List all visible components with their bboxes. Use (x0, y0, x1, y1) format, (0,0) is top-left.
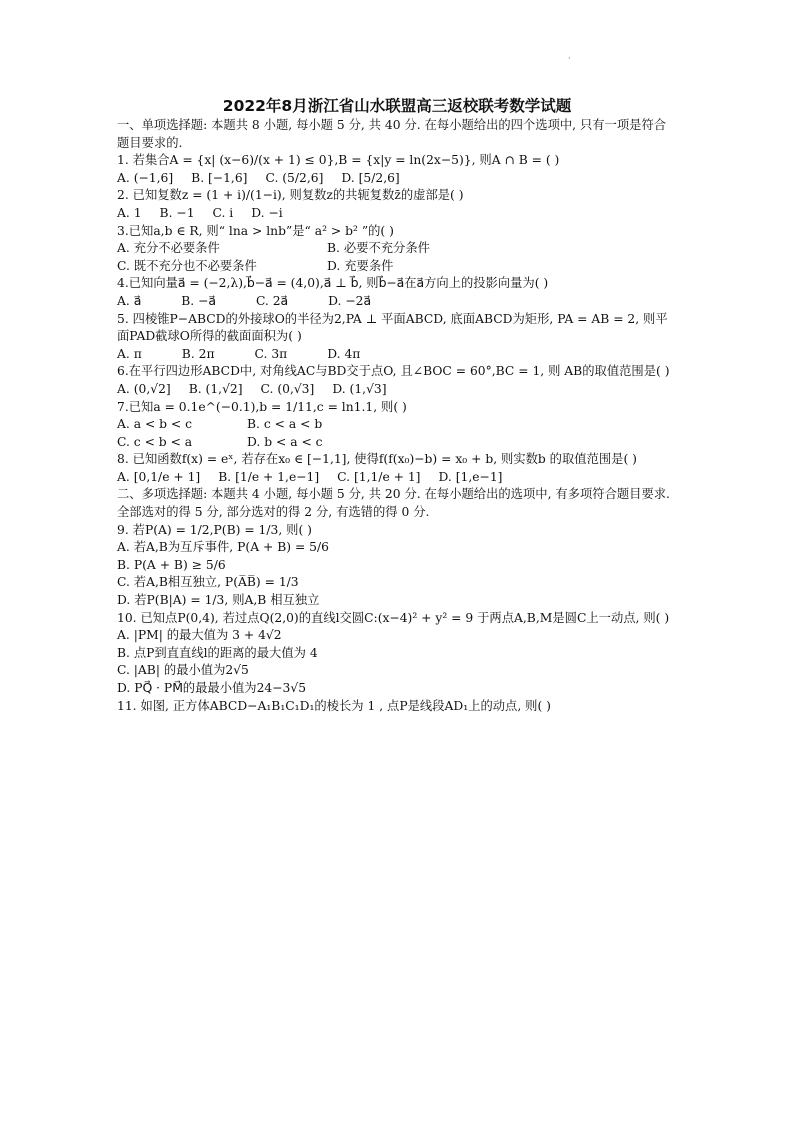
question-stem: 11. 如图, 正方体ABCD−A₁B₁C₁D₁的棱长为 1 , 点P是线段AD₁上的动点, 则( ) (117, 698, 551, 713)
question-stem: 9. 若P(A) = 1/2,P(B) = 1/3, 则( ) (117, 522, 312, 537)
section-single-choice-intro: 一、单项选择题: 本题共 8 小题, 每小题 5 分, 共 40 分. 在每小题给出的四个选项中, 只有一项是符合题目要求的. (117, 118, 667, 150)
option-b: B. 必要不充分条件 (327, 241, 430, 256)
option-d: D. [1,e−1] (438, 469, 503, 484)
option-c: C. 既不充分也不必要条件 (117, 258, 257, 273)
option-d: D. −i (251, 205, 283, 220)
question-stem: 1. 若集合A = {x| (x−6)/(x + 1) ≤ 0},B = {x|y = ln(2x−5)}, 则A ∩ B = ( ) (117, 153, 560, 168)
option-c: C. 2a⃗ (255, 293, 289, 308)
option-c: C. 若A,B相互独立, P(A̅B̅) = 1/3 (117, 575, 299, 590)
option-a: A. a⃗ (117, 293, 142, 308)
option-c: C. |AB| 的最小值为2√5 (117, 663, 249, 678)
option-a: A. (−1,6] (117, 170, 174, 185)
question-1 (117, 152, 677, 187)
option-c: C. (5/2,6] (265, 170, 324, 185)
option-d: D. PQ⃗ · PM⃗的最最小值为24−3√5 (117, 681, 307, 695)
option-b: B. [−1,6] (191, 170, 248, 185)
option-d: D. −2a⃗ (328, 293, 371, 308)
option-c: C. i (212, 205, 234, 220)
option-d: D. 充要条件 (327, 258, 394, 273)
exam-content (117, 117, 677, 715)
option-d: D. b < a < c (247, 434, 323, 449)
page-title: 2022年8月浙江省山水联盟高三返校联考数学试题 (222, 97, 572, 115)
question-options (117, 205, 677, 223)
question-2 (117, 187, 677, 222)
question-9 (117, 522, 677, 610)
question-options (117, 469, 677, 487)
option-d: D. [5/2,6] (341, 170, 400, 185)
question-5 (117, 311, 677, 364)
question-stem: 6.在平行四边形ABCD中, 对角线AC与BD交于点O, 且∠BOC = 60°,BC = 1, 则 AB的取值范围是( ) (117, 364, 670, 379)
question-stem: 5. 四棱锥P−ABCD的外接球O的半径为2,PA ⊥ 平面ABCD, 底面ABCD为矩形, PA = AB = 2, 则平面PAD截球O所得的截面面积为( ) (117, 311, 668, 344)
option-b: B. c < a < b (247, 417, 323, 432)
question-stem: 10. 已知点P(0,4), 若过点Q(2,0)的直线l交圆C:(x−4)² + y² = 9 于两点A,B,M是圆C上一动点, 则( ) (117, 610, 670, 625)
question-6 (117, 363, 677, 398)
option-d: D. 若P(B|A) = 1/3, 则A,B 相互独立 (117, 593, 320, 608)
question-options (117, 434, 677, 452)
option-b: B. 点P到直直线l的距离的最大值为 4 (117, 645, 318, 660)
header-mark: · (568, 54, 571, 64)
option-a: A. 充分不必要条件 (117, 241, 220, 256)
option-a: A. (0,√2] (117, 381, 171, 396)
option-d: D. 4π (327, 346, 361, 361)
question-stem: 3.已知a,b ∈ R, 则“ lna > lnb”是“ a² > b² ”的( ) (117, 223, 394, 238)
question-options (117, 258, 677, 276)
question-stem: 7.已知a = 0.1e^(−0.1),b = 1/11,c = ln1.1, 则( ) (117, 399, 407, 414)
option-c: C. 3π (254, 346, 288, 361)
option-b: B. −a⃗ (181, 293, 216, 308)
question-11 (117, 698, 677, 716)
question-3 (117, 223, 677, 276)
option-c: C. c < b < a (117, 434, 193, 449)
question-options (117, 346, 677, 364)
option-b: B. (1,√2] (188, 381, 243, 396)
question-stem: 4.已知向量a⃗ = (−2,λ),b⃗−a⃗ = (4,0),a⃗ ⊥ b⃗, 则b⃗−a⃗在a⃗方向上的投影向量为( ) (117, 276, 549, 291)
option-c: C. (0,√3] (260, 381, 315, 396)
question-options (117, 240, 677, 258)
question-options (117, 381, 677, 399)
option-b: B. P(A + B) ≥ 5/6 (117, 557, 226, 572)
option-a: A. 若A,B为互斥事件, P(A + B) = 5/6 (117, 540, 329, 555)
question-stem: 8. 已知函数f(x) = eˣ, 若存在x₀ ∈ [−1,1], 使得f(f(x₀)−b) = x₀ + b, 则实数b 的取值范围是( ) (117, 452, 637, 467)
option-c: C. [1,1/e + 1] (337, 469, 421, 484)
section-multi-choice-intro: 二、多项选择题: 本题共 4 小题, 每小题 5 分, 共 20 分. 在每小题给出的选项中, 有多项符合题目要求. 全部选对的得 5 分, 部分选对的得 2 分, 有选错的得 0 分. (117, 487, 670, 520)
question-options (117, 293, 677, 311)
question-stem: 2. 已知复数z = (1 + i)/(1−i), 则复数z的共轭复数z̄的虚部是( ) (117, 188, 464, 203)
option-a: A. |PM| 的最大值为 3 + 4√2 (117, 628, 282, 643)
option-d: D. (1,√3] (332, 381, 387, 396)
option-a: A. [0,1/e + 1] (117, 469, 201, 484)
option-a: A. 1 (117, 205, 142, 220)
option-b: B. 2π (181, 346, 215, 361)
option-b: B. −1 (159, 205, 195, 220)
question-options (117, 416, 677, 434)
question-options (117, 170, 677, 188)
option-a: A. π (117, 346, 142, 361)
option-a: A. a < b < c (117, 417, 193, 432)
question-8 (117, 451, 677, 486)
question-10 (117, 610, 677, 698)
question-4 (117, 275, 677, 310)
option-b: B. [1/e + 1,e−1] (218, 469, 320, 484)
question-7 (117, 399, 677, 452)
